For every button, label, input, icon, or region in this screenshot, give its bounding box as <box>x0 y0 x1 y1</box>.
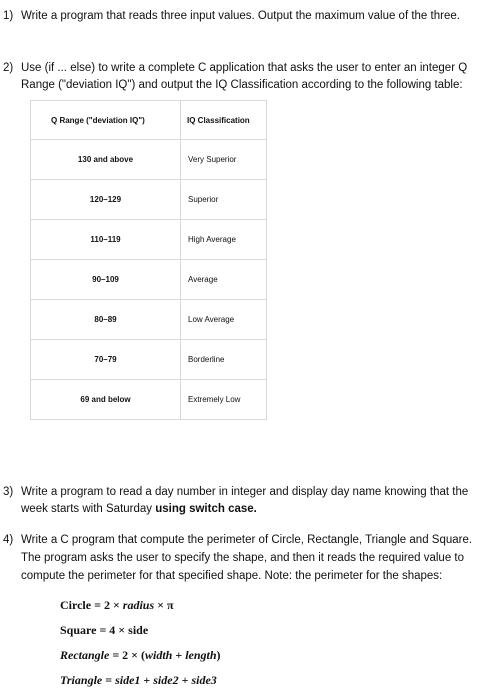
formula-circle-eq: = 2 × <box>91 598 123 612</box>
question-1-number: 1) <box>3 10 14 22</box>
table-row <box>31 260 267 300</box>
formula-rectangle-name: Rectangle <box>60 648 110 662</box>
iq-classification-table <box>30 100 267 420</box>
formula-rectangle-length: length <box>185 648 217 662</box>
classification-cell: Average <box>181 260 267 300</box>
question-3-switch-case: using switch case. <box>155 503 257 515</box>
classification-cell: Extremely Low <box>181 380 267 420</box>
formula-square <box>60 623 148 638</box>
formula-circle <box>60 598 174 613</box>
header-q-range: Q Range ("deviation IQ") <box>31 101 181 140</box>
question-2-line-1: Use (if ... else) to write a complete C application that asks the user to enter an integer Q <box>21 62 468 74</box>
range-cell: 120–129 <box>31 180 181 220</box>
formula-rectangle-plus: + <box>172 648 186 662</box>
formula-rectangle-eq: = 2 × ( <box>109 648 145 662</box>
table-row <box>31 300 267 340</box>
table-row <box>31 140 267 180</box>
table-row <box>31 340 267 380</box>
formula-triangle-eq: = <box>102 673 116 687</box>
range-cell: 130 and above <box>31 140 181 180</box>
formula-rectangle-width: width <box>145 648 173 662</box>
formula-rectangle-close: ) <box>216 648 221 662</box>
table-row <box>31 380 267 420</box>
question-3-line-2-plain: week starts with Saturday <box>21 503 156 515</box>
question-4-line-2: The program asks the user to specify the shape, and then it reads the required value to <box>21 552 465 564</box>
classification-cell: Borderline <box>181 340 267 380</box>
formula-circle-radius: radius <box>122 598 155 612</box>
formula-triangle-side3: side3 <box>191 673 217 687</box>
range-cell: 80–89 <box>31 300 181 340</box>
range-cell: 70–79 <box>31 340 181 380</box>
table-row <box>31 220 267 260</box>
question-2-number: 2) <box>3 62 14 74</box>
classification-cell: High Average <box>181 220 267 260</box>
range-cell: 110–119 <box>31 220 181 260</box>
formula-triangle <box>60 673 217 688</box>
formula-triangle-plus-1: + <box>140 673 154 687</box>
formula-circle-name: Circle <box>60 598 92 612</box>
formula-square-name: Square <box>60 623 97 637</box>
question-4-line-3: compute the perimeter for that specified shape. Note: the perimeter for the shapes: <box>21 570 443 582</box>
formula-triangle-name: Triangle <box>60 673 103 687</box>
formula-square-eq: = 4 × side <box>96 623 149 637</box>
range-cell: 90–109 <box>31 260 181 300</box>
formula-triangle-plus-2: + <box>178 673 192 687</box>
formula-triangle-side1: side1 <box>115 673 141 687</box>
table-row <box>31 180 267 220</box>
question-4-number: 4) <box>3 534 14 546</box>
range-cell: 69 and below <box>31 380 181 420</box>
formula-rectangle <box>60 648 221 663</box>
header-iq-classification: IQ Classification <box>181 101 267 140</box>
question-4-line-1: Write a C program that compute the perimeter of Circle, Rectangle, Triangle and Square. <box>21 534 473 546</box>
question-3-number: 3) <box>3 486 14 498</box>
classification-cell: Very Superior <box>181 140 267 180</box>
formula-circle-tail: × π <box>154 598 174 612</box>
table-header-row <box>31 101 267 140</box>
classification-cell: Low Average <box>181 300 267 340</box>
formula-triangle-side2: side2 <box>153 673 179 687</box>
question-2-line-2: Range ("deviation IQ") and output the IQ Classification according to the following table: <box>21 79 463 91</box>
question-3-line-1: Write a program to read a day number in integer and display day name knowing that the <box>21 486 469 498</box>
question-3-line-2 <box>21 501 487 518</box>
classification-cell: Superior <box>181 180 267 220</box>
question-1-text: Write a program that reads three input values. Output the maximum value of the three. <box>21 10 460 22</box>
